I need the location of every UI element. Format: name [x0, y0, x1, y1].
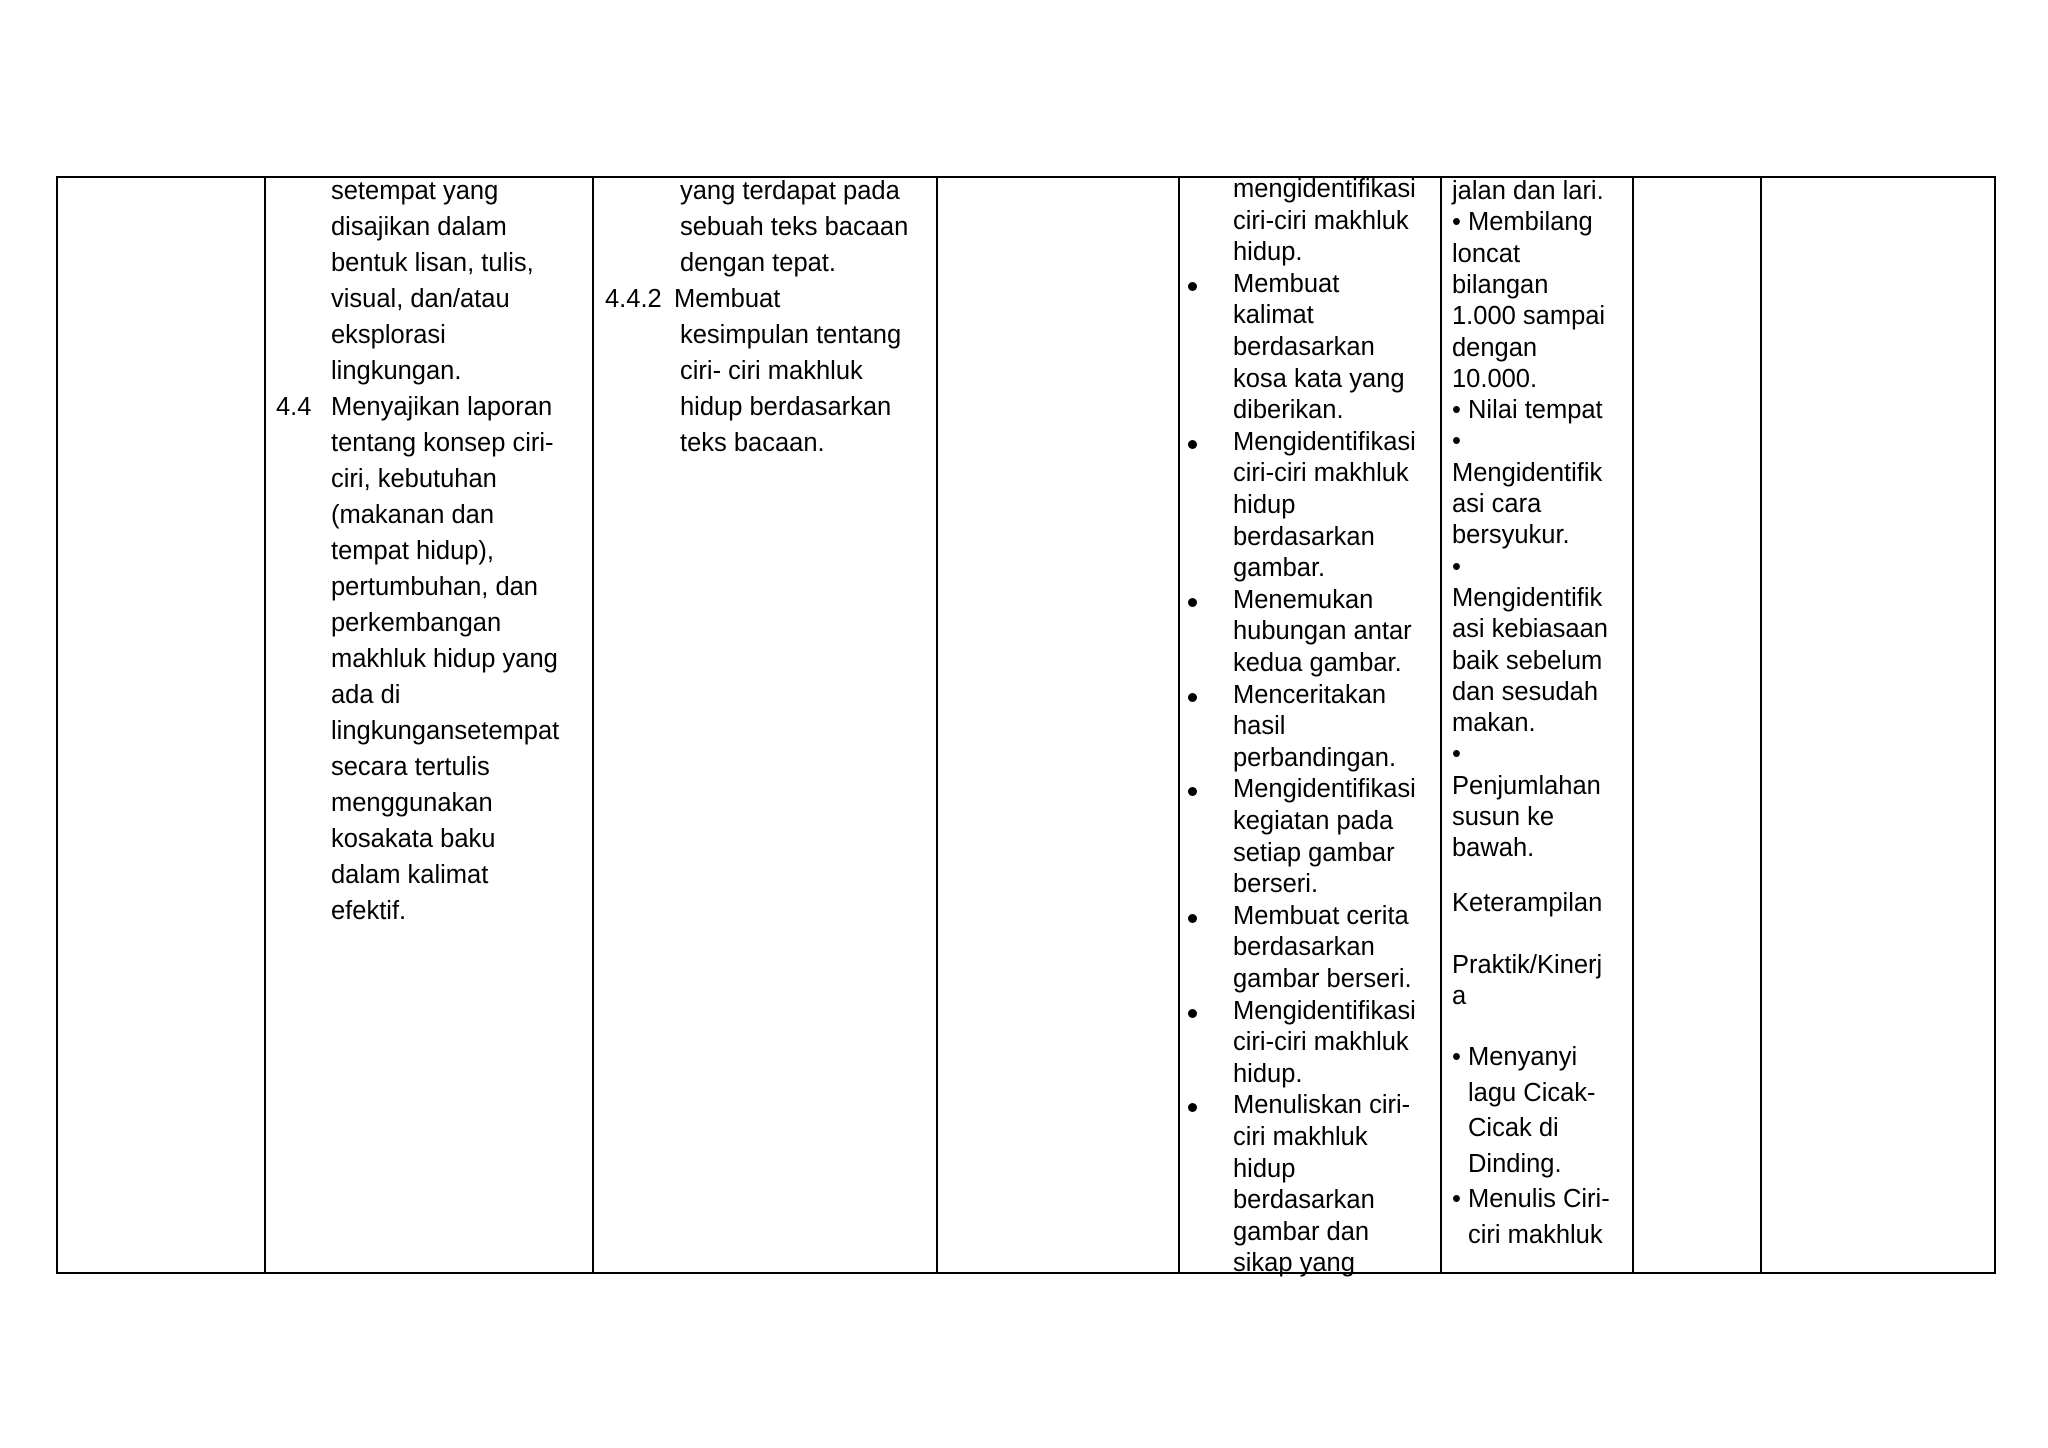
column-divider: [1760, 178, 1762, 1272]
text-line: yang terdapat pada: [680, 177, 900, 205]
column-divider: [1440, 178, 1442, 1272]
text-line: berdasarkan: [1233, 1186, 1375, 1215]
text-line: Praktik/Kinerj: [1452, 951, 1603, 979]
text-line: kesimpulan tentang: [680, 321, 902, 349]
text-line: bentuk lisan, tulis,: [331, 249, 534, 277]
text-line: 10.000.: [1452, 364, 1538, 393]
text-line: dengan tepat.: [680, 249, 836, 277]
text-line: ada di: [331, 681, 401, 709]
text-line: dengan: [1452, 333, 1538, 362]
text-line: mengidentifikasi: [1233, 175, 1416, 203]
text-line: Mengidentifikasi: [1233, 996, 1416, 1025]
text-line: a: [1452, 982, 1467, 1010]
text-line: sebuah teks bacaan: [680, 213, 909, 241]
text-line: berdasarkan: [1233, 522, 1375, 551]
text-line: dalam kalimat: [331, 861, 489, 889]
text-line: Menulis Ciri-: [1468, 1185, 1610, 1213]
text-line: ciri-ciri makhluk: [1233, 206, 1409, 235]
text-line: •: [1452, 427, 1461, 456]
text-line: •: [1452, 552, 1461, 581]
text-line: Penjumlahan: [1452, 771, 1601, 800]
text-line: asi cara: [1452, 490, 1542, 518]
column-divider: [592, 178, 594, 1272]
text-line: hidup.: [1233, 1059, 1303, 1088]
text-line: kedua gambar.: [1233, 649, 1402, 677]
text-line: hubungan antar: [1233, 617, 1412, 646]
text-line: Mengidentifik: [1452, 458, 1603, 487]
text-line: eksplorasi: [331, 321, 446, 349]
text-line: ciri makhluk: [1233, 1123, 1368, 1151]
text-line: diberikan.: [1233, 396, 1344, 425]
text-line: sikap yang: [1233, 1249, 1355, 1278]
text-line: (makanan dan: [331, 501, 495, 529]
text-line: kosakata baku: [331, 825, 496, 853]
text-line: perbandingan.: [1233, 743, 1397, 772]
bullet-icon: [1188, 693, 1197, 702]
competency-number: 4.4: [276, 393, 312, 421]
text-line: Membuat: [674, 285, 781, 313]
text-line: efektif.: [331, 897, 407, 925]
text-line: secara tertulis: [331, 753, 490, 781]
text-line: Menyajikan laporan: [331, 393, 553, 421]
text-line: lingkungansetempat: [331, 717, 560, 745]
bullet-icon: [1188, 282, 1197, 291]
text-line: perkembangan: [331, 609, 502, 637]
text-line: kegiatan pada: [1233, 807, 1394, 835]
text-line: dan sesudah: [1452, 677, 1599, 706]
text-line: Membuat cerita: [1233, 901, 1409, 930]
text-line: hidup berdasarkan: [680, 393, 892, 421]
text-line: gambar dan: [1233, 1217, 1370, 1246]
text-line: berseri.: [1233, 870, 1319, 899]
text-line: Mengidentifikasi: [1233, 427, 1416, 456]
text-line: ciri-ciri makhluk: [1233, 1028, 1409, 1057]
text-line: tempat hidup),: [331, 537, 495, 565]
text-line: tentang konsep ciri-: [331, 429, 554, 457]
text-line: hidup.: [1233, 238, 1303, 267]
text-line: Menuliskan ciri-: [1233, 1091, 1411, 1120]
text-line: disajikan dalam: [331, 213, 507, 241]
text-line: susun ke: [1452, 803, 1555, 831]
text-line: setempat yang: [331, 177, 499, 205]
text-line: kalimat: [1233, 301, 1314, 330]
column-divider: [936, 178, 938, 1272]
assessment-heading: Keterampilan: [1452, 889, 1603, 917]
text-line: gambar.: [1233, 554, 1326, 583]
text-line: • Membilang: [1452, 208, 1593, 237]
text-line: gambar berseri.: [1233, 965, 1412, 993]
text-line: Menemukan: [1233, 585, 1374, 614]
bullet-icon: [1188, 440, 1197, 449]
bullet-icon: •: [1452, 1043, 1461, 1071]
text-line: Dinding.: [1468, 1149, 1562, 1178]
text-line: bersyukur.: [1452, 521, 1570, 550]
text-line: ciri makhluk: [1468, 1220, 1603, 1249]
text-line: • Nilai tempat: [1452, 396, 1603, 425]
text-line: kosa kata yang: [1233, 364, 1405, 393]
text-line: Cicak di: [1468, 1114, 1559, 1142]
text-line: berdasarkan: [1233, 933, 1375, 962]
text-line: makan.: [1452, 709, 1536, 738]
bullet-icon: [1188, 598, 1197, 607]
text-line: setiap gambar: [1233, 838, 1395, 867]
indicator-number: 4.4.2: [605, 285, 662, 313]
text-line: asi kebiasaan: [1452, 615, 1608, 644]
text-line: pertumbuhan, dan: [331, 573, 538, 601]
text-line: berdasarkan: [1233, 333, 1375, 361]
text-line: baik sebelum: [1452, 646, 1603, 675]
column-divider: [264, 178, 266, 1272]
text-line: lingkungan.: [331, 357, 462, 385]
text-line: lagu Cicak-: [1468, 1078, 1596, 1107]
text-line: jalan dan lari.: [1452, 177, 1604, 205]
text-line: Membuat: [1233, 269, 1340, 298]
bullet-icon: [1188, 1009, 1197, 1018]
text-line: menggunakan: [331, 789, 493, 817]
text-line: •: [1452, 740, 1461, 769]
text-line: ciri-ciri makhluk: [1233, 459, 1409, 488]
column-divider: [1632, 178, 1634, 1272]
text-line: hidup: [1233, 491, 1296, 519]
text-line: hasil: [1233, 712, 1286, 741]
text-line: Mengidentifik: [1452, 583, 1603, 612]
text-line: makhluk hidup yang: [331, 645, 558, 673]
text-line: bilangan: [1452, 270, 1549, 299]
text-line: bawah.: [1452, 834, 1535, 863]
text-line: ciri, kebutuhan: [331, 465, 497, 493]
bullet-icon: •: [1452, 1185, 1461, 1213]
bullet-icon: [1188, 914, 1197, 923]
text-line: Menyanyi: [1468, 1043, 1578, 1071]
column-divider: [1178, 178, 1180, 1272]
text-line: Menceritakan: [1233, 680, 1387, 709]
text-line: Mengidentifikasi: [1233, 775, 1416, 804]
text-line: hidup: [1233, 1154, 1296, 1183]
text-line: loncat: [1452, 239, 1521, 268]
text-line: visual, dan/atau: [331, 285, 510, 313]
text-line: 1.000 sampai: [1452, 302, 1606, 331]
text-line: teks bacaan.: [680, 429, 825, 457]
text-line: ciri- ciri makhluk: [680, 357, 863, 385]
